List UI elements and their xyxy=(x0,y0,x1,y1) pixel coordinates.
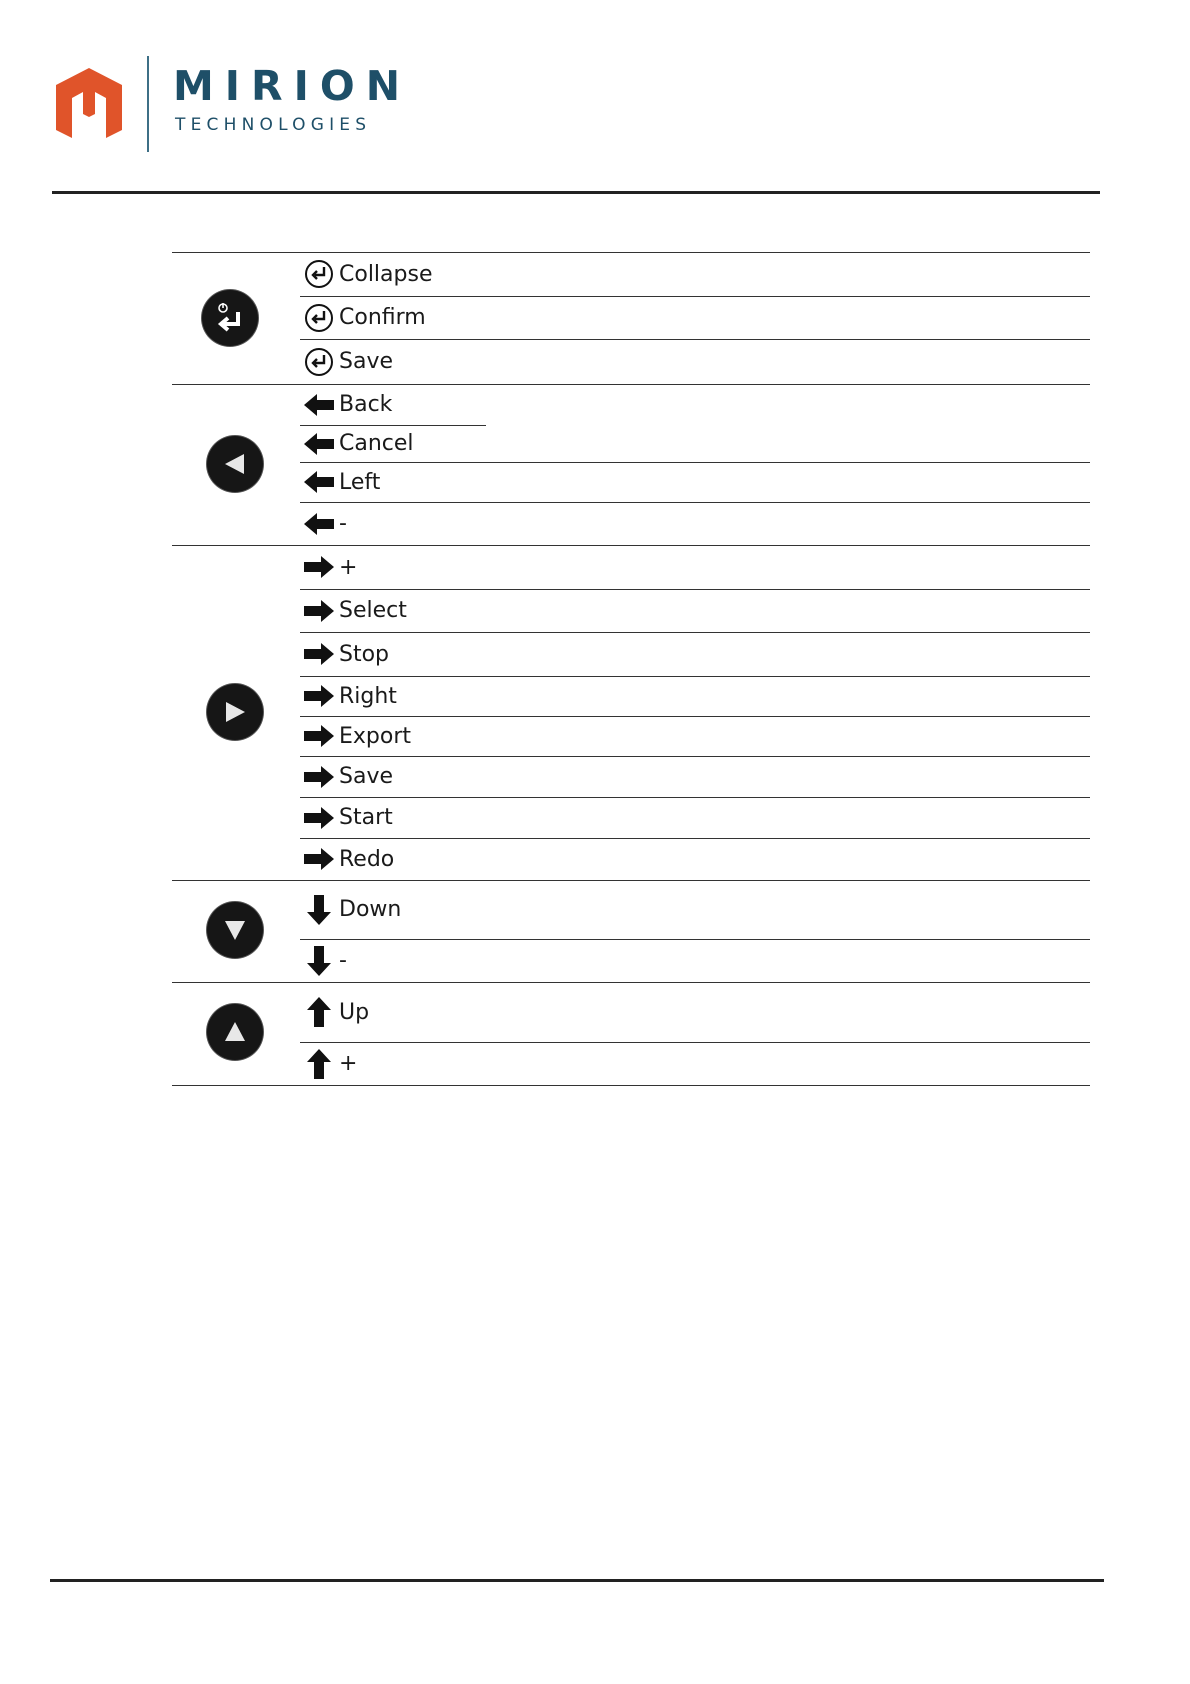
footer-rule xyxy=(50,1579,1104,1582)
arrow-up-icon xyxy=(300,995,338,1029)
function-label: Up xyxy=(339,999,370,1025)
function-label: Back xyxy=(339,392,393,417)
function-row xyxy=(300,502,347,545)
arrow-right-icon xyxy=(300,679,338,713)
row-divider xyxy=(300,589,1090,590)
function-label: Down xyxy=(339,897,402,922)
row-divider xyxy=(300,838,1090,839)
header-rule xyxy=(52,191,1100,194)
function-row xyxy=(300,756,393,797)
enter-circle-icon xyxy=(300,257,338,291)
function-label: Left xyxy=(339,469,381,495)
arrow-right-icon xyxy=(300,801,338,835)
function-row xyxy=(300,1042,357,1085)
function-label: Save xyxy=(339,764,394,789)
function-row xyxy=(300,716,411,756)
function-row xyxy=(300,632,389,676)
enter-circle-icon xyxy=(300,345,338,379)
right-key-icon xyxy=(207,684,263,740)
arrow-left-icon xyxy=(300,388,338,422)
function-row xyxy=(300,384,392,425)
arrow-right-icon xyxy=(300,719,338,753)
brand-subtitle: TECHNOLOGIES xyxy=(175,115,372,135)
function-row xyxy=(300,545,357,589)
arrow-down-icon xyxy=(300,893,338,927)
row-divider xyxy=(300,756,1090,757)
function-row xyxy=(300,462,380,502)
arrow-left-icon xyxy=(300,465,338,499)
function-label: Stop xyxy=(339,641,390,667)
function-row xyxy=(300,838,394,880)
row-divider xyxy=(300,462,1090,463)
function-label: Export xyxy=(339,723,412,749)
function-label: Collapse xyxy=(339,261,433,287)
function-label: Redo xyxy=(339,846,395,872)
down-key-icon xyxy=(207,902,263,958)
arrow-up-icon xyxy=(300,1047,338,1081)
arrow-left-icon xyxy=(300,507,338,541)
enter-circle-icon xyxy=(300,301,338,335)
function-label: Start xyxy=(339,805,393,830)
function-label: Select xyxy=(339,598,407,623)
function-label: Cancel xyxy=(339,431,414,456)
function-label: + xyxy=(339,1051,358,1076)
arrow-right-icon xyxy=(300,760,338,794)
row-divider xyxy=(300,797,1090,798)
logo-divider xyxy=(147,56,149,152)
row-divider xyxy=(300,1042,1090,1043)
function-label: Right xyxy=(339,683,397,709)
function-row xyxy=(300,797,393,838)
row-divider xyxy=(300,939,1090,940)
function-label: - xyxy=(339,948,347,973)
left-key-icon xyxy=(207,436,263,492)
function-row xyxy=(300,339,393,384)
arrow-right-icon xyxy=(300,550,338,584)
function-row xyxy=(300,296,426,339)
function-label: Confirm xyxy=(339,305,426,330)
function-row xyxy=(300,252,433,296)
function-row xyxy=(300,880,401,939)
function-row xyxy=(300,676,397,716)
row-divider xyxy=(300,632,1090,633)
function-row xyxy=(300,982,369,1042)
brand-name: MIRION xyxy=(173,62,412,110)
up-key-icon xyxy=(207,1004,263,1060)
arrow-right-icon xyxy=(300,842,338,876)
mirion-logo-icon xyxy=(56,68,122,138)
function-row xyxy=(300,425,414,462)
arrow-left-icon xyxy=(300,427,338,461)
row-divider xyxy=(300,676,1090,677)
row-divider xyxy=(300,502,1090,503)
arrow-down-icon xyxy=(300,944,338,978)
row-divider xyxy=(300,716,1090,717)
arrow-right-icon xyxy=(300,594,338,628)
function-label: + xyxy=(339,554,358,580)
row-divider xyxy=(300,339,1090,340)
function-row xyxy=(300,589,407,632)
enter-key-icon xyxy=(202,290,258,346)
function-label: Save xyxy=(339,349,394,374)
arrow-right-icon xyxy=(300,637,338,671)
function-row xyxy=(300,939,347,982)
group-divider xyxy=(172,1085,1090,1086)
function-label: - xyxy=(339,511,347,536)
